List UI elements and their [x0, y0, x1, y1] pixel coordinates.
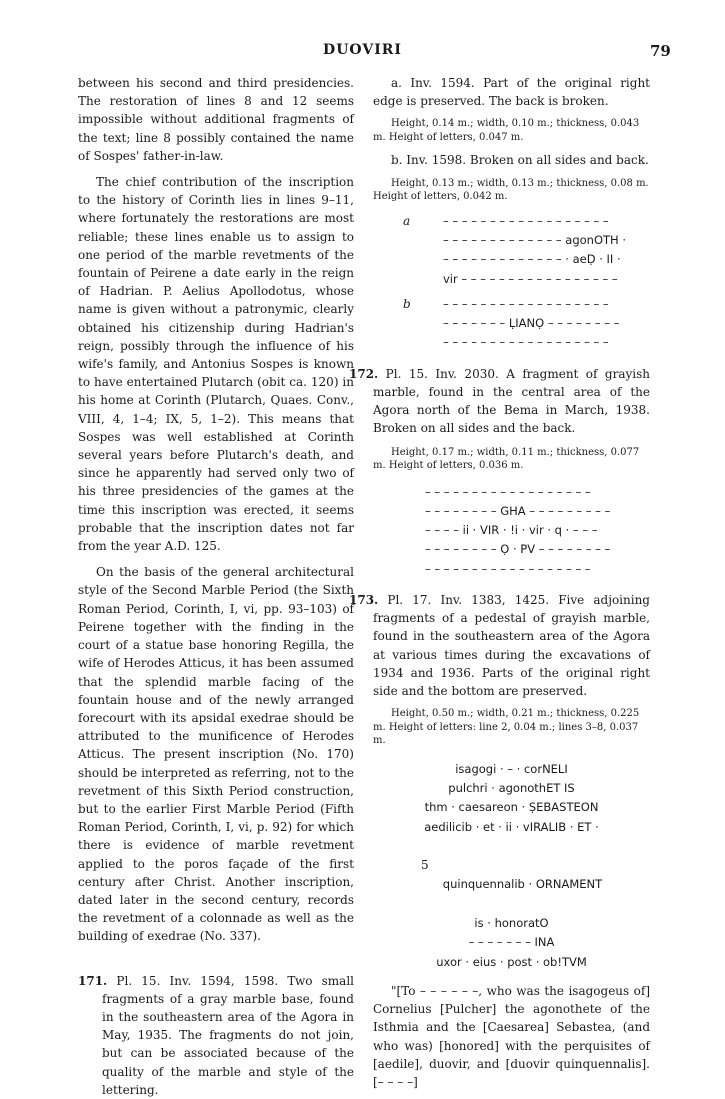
inscription-line: – – – – – – – – – – – – – – – – – –	[443, 213, 609, 228]
paragraph-architectural-style: On the basis of the general architectural style of the Second Marble Period (the Sixth Roman Period, Corinth, I, vi, pp. 93–103) of Peirene together with the finding in the court of a statue base honoring Regilla, the wife of Herodes Atticus, it has been assumed that the splendid marble facing of the fountain house and of the newly arranged forecourt with its apsidal exedrae should be attributed to the munificence of Herodes Atticus. The present inscription (No. 170) should be interpreted as referring, not to the revetment of this Sixth Period construction, but to the earlier First Marble Period (Fifth Roman Period, Corinth, I, vi, p. 92) for which there is evidence of marble revetment applied to the poros façade of the first century after Christ. Another inscription, dated later in the second century, records the revetment of a colonnade as well as the building of exedrae (No. 337).	[78, 565, 354, 944]
inscription-line: – – – – – – – – – – – – – – – – – –	[443, 335, 609, 350]
inscription-line	[373, 837, 650, 914]
inscription-173	[373, 760, 650, 972]
inscription-171-a	[373, 212, 650, 289]
fragment-a-label: a	[403, 213, 411, 228]
inscription-line: uxor · eius · post · ob!TVM	[436, 954, 587, 969]
inscription-line: vir – – – – – – – – – – – – – – – – –	[443, 271, 618, 286]
entry-173-number: 173.	[349, 592, 379, 607]
inscription-line: isagogi · – · corNELI	[455, 761, 568, 776]
inscription-line: – – – – – – – ḶIANỌ – – – – – – – –	[443, 316, 620, 331]
inscription-line: – – – – – – – – GHA – – – – – – – – –	[425, 503, 611, 518]
page-number: 79	[650, 42, 671, 60]
translation-173: "[To – – – – – –, who was the isagogeus of] Cornelius [Pulcher] the agonothete of the Isthmia and the [Caesarea] Sebastea, (and who was) [honored] with the perquisites of [aedile], duovir, and [duovir quinquennalis]. [– – – –]	[373, 983, 650, 1089]
running-header-title: DUOVIRI	[323, 42, 402, 58]
inscription-line: pulchri · agonothET IS	[448, 781, 575, 795]
entry-172	[349, 365, 650, 438]
inscription-line: – – – – – – – – – – – – – – – – – –	[425, 484, 591, 499]
entry-173-text: Pl. 17. Inv. 1383, 1425. Five adjoining fragments of a pedestal of grayish marble, found in the southeastern area of the Agora at various times during the excavations of 1934 and 1936. Parts of the original right side and the bottom are preserved.	[373, 592, 650, 698]
inscription-line: aedilicib · et · ii · vIRALIB · ET ·	[424, 819, 599, 834]
paragraph-chief-contribution: The chief contribution of the inscription to the history of Corinth lies in lines 9–11, where fortunately the restorations are most reliable; these lines enable us to assign to one period of the marble revetments of the fountain of Peirene a date early in the reign of Hadrian. P. Aelius Apollodotus, whose name is given without a patronymic, clearly obtained his citizenship during Hadrian's reign, possibly through the influence of his wife's family, and Antonius Sospes is known to have entertained Plutarch (obit ca. 120) in his home at Corinth (Plutarch, Quaes. Conv., VIII, 4, 1–4; IX, 5, 1–2). This means that Sospes was well established at Corinth several years before Plutarch's death, and since he apparently had served only two of his three presidencies of the games at the time this inscription was erected, it seems probable that the inscription dates not far from the year A.D. 125.	[78, 175, 354, 554]
inscription-172	[373, 483, 650, 579]
inscription-line: thm · caesareon · ṢEBASTEON	[424, 800, 599, 815]
entry-173-dimensions: Height, 0.50 m.; width, 0.21 m.; thickness, 0.225 m. Height of letters: line 2, 0.04 m.; lines 3–8, 0.037 m.	[373, 708, 640, 747]
inscription-line: – – – – – – – – – – – – – – – – – –	[443, 296, 609, 311]
fragment-a-description: a. Inv. 1594. Part of the original right edge is preserved. The back is broken.	[373, 76, 650, 109]
paragraph-continuation: between his second and third presidencies. The restoration of lines 8 and 12 seems impossible without additional fragments of the text; line 8 possibly contained the name of Sospes' father-in-law.	[78, 76, 354, 163]
fragment-b-dimensions: Height, 0.13 m.; width, 0.13 m.; thickness, 0.08 m. Height of letters, 0.042 m.	[373, 177, 649, 203]
line-number-5: 5	[421, 858, 429, 873]
inscription-line: – – – – – – – – – – – – – agonOTH ·	[443, 232, 626, 247]
fragment-b-label: b	[403, 296, 411, 311]
inscription-line: is · honoratO	[474, 916, 549, 931]
entry-171	[78, 972, 354, 1099]
entry-172-number: 172.	[349, 366, 379, 381]
inscription-line: – – – – – – – – – – – – – – – – – –	[425, 561, 591, 576]
fragment-b-description: b. Inv. 1598. Broken on all sides and back.	[391, 153, 649, 168]
entry-171-text: Pl. 15. Inv. 1594, 1598. Two small fragments of a gray marble base, found in the southeastern area of the Agora in May, 1935. The fragments do not join, but can be associated because of the quality of the marble and style of the lettering.	[102, 973, 354, 1097]
left-column	[78, 74, 354, 1099]
entry-171-number: 171.	[78, 973, 108, 988]
inscription-line: – – – – ii · VIR · !i · vir · q · – – –	[425, 523, 598, 538]
inscription-line-text: quinquennalib · ORNAMENT	[442, 877, 603, 892]
entry-172-text: Pl. 15. Inv. 2030. A fragment of grayish marble, found in the central area of the Agora north of the Bema in March, 1938. Broken on all sides and the back.	[373, 366, 650, 436]
fragment-a-dimensions: Height, 0.14 m.; width, 0.10 m.; thickness, 0.043 m. Height of letters, 0.047 m.	[373, 118, 640, 143]
inscription-171-b	[373, 295, 650, 353]
inscription-line: – – – – – – – – – – – – – · aeḌ · II ·	[443, 252, 621, 267]
inscription-line: – – – – – – – INA	[468, 935, 555, 950]
entry-173	[349, 591, 650, 700]
entry-172-dimensions: Height, 0.17 m.; width, 0.11 m.; thickness, 0.077 m. Height of letters, 0.036 m.	[373, 446, 640, 471]
inscription-line: – – – – – – – – Ọ · PV – – – – – – – –	[425, 542, 611, 557]
right-column	[349, 74, 650, 1091]
